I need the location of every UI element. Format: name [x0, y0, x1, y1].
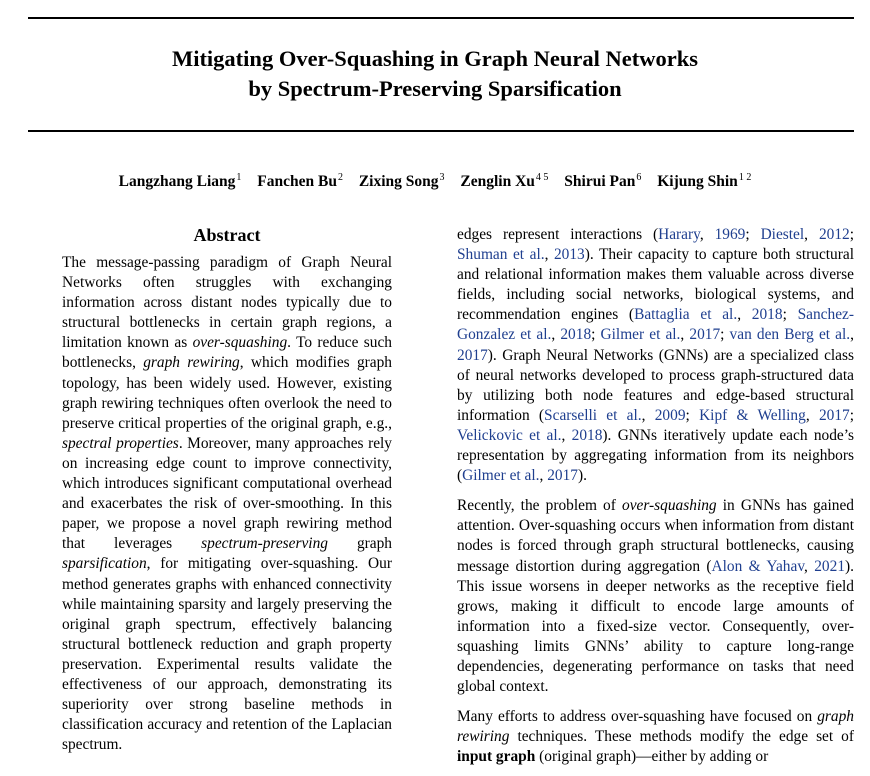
citation-link[interactable]: 2018: [571, 426, 603, 444]
citation-link[interactable]: Harary: [658, 226, 700, 243]
citation-link[interactable]: Gilmer et al.: [462, 467, 540, 485]
citation-link[interactable]: 2009: [654, 406, 686, 424]
citation-link[interactable]: Sanchez-Gonzalez et al.: [457, 306, 854, 344]
citation-link[interactable]: van den Berg et al.: [729, 326, 851, 344]
title-top-rule: [28, 17, 854, 19]
abstract-body: [62, 253, 392, 755]
citation-link[interactable]: 2017: [457, 346, 488, 364]
citation-link[interactable]: 2017: [689, 326, 721, 344]
affiliation-mark: 3: [439, 172, 445, 183]
citation-link[interactable]: Battaglia et al.: [634, 306, 738, 324]
citation-link[interactable]: Kipf & Welling: [699, 406, 806, 424]
citation-link[interactable]: 2013: [553, 246, 585, 264]
affiliation-mark: 4 5: [535, 172, 549, 183]
abstract-paragraph: The message-passing paradigm of Graph Neural Networks often struggles with exchanging information across distant nodes typically due to structural bottlenecks in certain graph regions, a limitation known as over-squashing. To reduce such bottlenecks, graph rewiring, which modifies graph topology, has been widely used. However, existing graph rewiring techniques often overlook the need to preserve critical properties of the original graph, e.g., spectral properties. Moreover, many approaches rely on increasing edge count to improve connectivity, which introduces significant computational overhead and exacerbates the risk of over-smoothing. In this paper, we propose a novel graph rewiring method that leverages spectrum-preserving graph sparsification, for mitigating over-squashing. Our method generates graphs with enhanced connectivity while maintaining sparsity and largely preserving the original graph spectrum, effectively balancing structural bottleneck reduction and graph property preservation. Experimental results validate the effectiveness of our approach, demonstrating its superiority over strong baseline methods in classification accuracy and retention of the Laplacian spectrum.: [62, 254, 392, 754]
introduction-column: [457, 225, 854, 767]
title-line-1: Mitigating Over-Squashing in Graph Neural Networks: [171, 46, 699, 71]
citation-link[interactable]: Scarselli et al.: [544, 406, 642, 424]
affiliation-mark: 1: [236, 172, 242, 183]
citation-link[interactable]: 2012: [818, 226, 850, 243]
affiliation-mark: 6: [636, 172, 642, 183]
citation-link[interactable]: 2017: [547, 467, 578, 485]
author: Kijung Shin$^{1 2}$: [657, 172, 752, 190]
author: Zenglin $Xu^{4 5}$: [460, 172, 549, 190]
citation-link[interactable]: 1969: [714, 226, 746, 243]
affiliation-mark: 1 2: [738, 172, 752, 183]
title-bottom-rule: [28, 130, 854, 132]
author: Zixing Song$^3$: [358, 172, 445, 190]
paper-title: [0, 44, 870, 104]
author: Shirui Pan$^6$: [564, 172, 642, 190]
citation-link[interactable]: Diestel: [760, 226, 805, 243]
title-line-2: by Spectrum-Preserving Sparsification: [248, 76, 622, 101]
intro-paragraph-1: edges represent interactions (Harary, 1969; Diestel, 2012; Shuman et al., 2013). Their capacity to capture both structural and relational information makes them valuable across diverse fields, including social networks, biological systems, and recommendation engines (Battaglia et al., 2018; Sanchez-Gonzalez et al., 2018; Gilmer et al., 2017; van den Berg et al., 2017). Graph Neural Networks (GNNs) are a specialized class of neural networks developed to process graph-structured data by utilizing both node features and edge-based structural information (Scarselli et al., 2009; Kipf & Welling, 2017; Velickovic et al., 2018). GNNs iteratively update each node’s representation by aggregating information from its neighbors (Gilmer et al., 2017).: [457, 226, 854, 485]
intro-paragraph-3: Many efforts to address over-squashing have focused on graph rewiring techniques. These methods modify the edge set of input graph (original graph)—either by adding or: [457, 708, 854, 766]
author-list: [0, 168, 870, 192]
citation-link[interactable]: 2017: [818, 406, 850, 424]
abstract-heading: Abstract: [193, 225, 261, 245]
citation-link[interactable]: 2021: [814, 557, 846, 575]
citation-link[interactable]: Gilmer et al.: [600, 326, 681, 344]
intro-paragraph-2: Recently, the problem of over-squashing in GNNs has gained attention. Over-squashing occurs when information from distant nodes is forced through graph structural bottlenecks, causing message distortion during aggregation (Alon & Yahav, 2021). This issue worsens in deeper networks as the receptive field grows, making it difficult to encode large amounts of information into a fixed-size vector. Consequently, over-squashing limits GNNs’ ability to capture long-range dependencies, degenerating performance on tasks that need global context.: [457, 497, 854, 696]
citation-link[interactable]: 2018: [751, 306, 783, 324]
author: Fanchen Bu$^2$: [257, 172, 343, 190]
citation-link[interactable]: 2018: [560, 326, 592, 344]
citation-link[interactable]: Alon & Yahav: [711, 557, 805, 575]
affiliation-mark: 2: [337, 172, 343, 183]
citation-link[interactable]: Velickovic et al.: [457, 426, 562, 444]
author: Langzhang Liang$^1$: [118, 172, 242, 190]
citation-link[interactable]: Shuman et al.: [457, 246, 545, 264]
